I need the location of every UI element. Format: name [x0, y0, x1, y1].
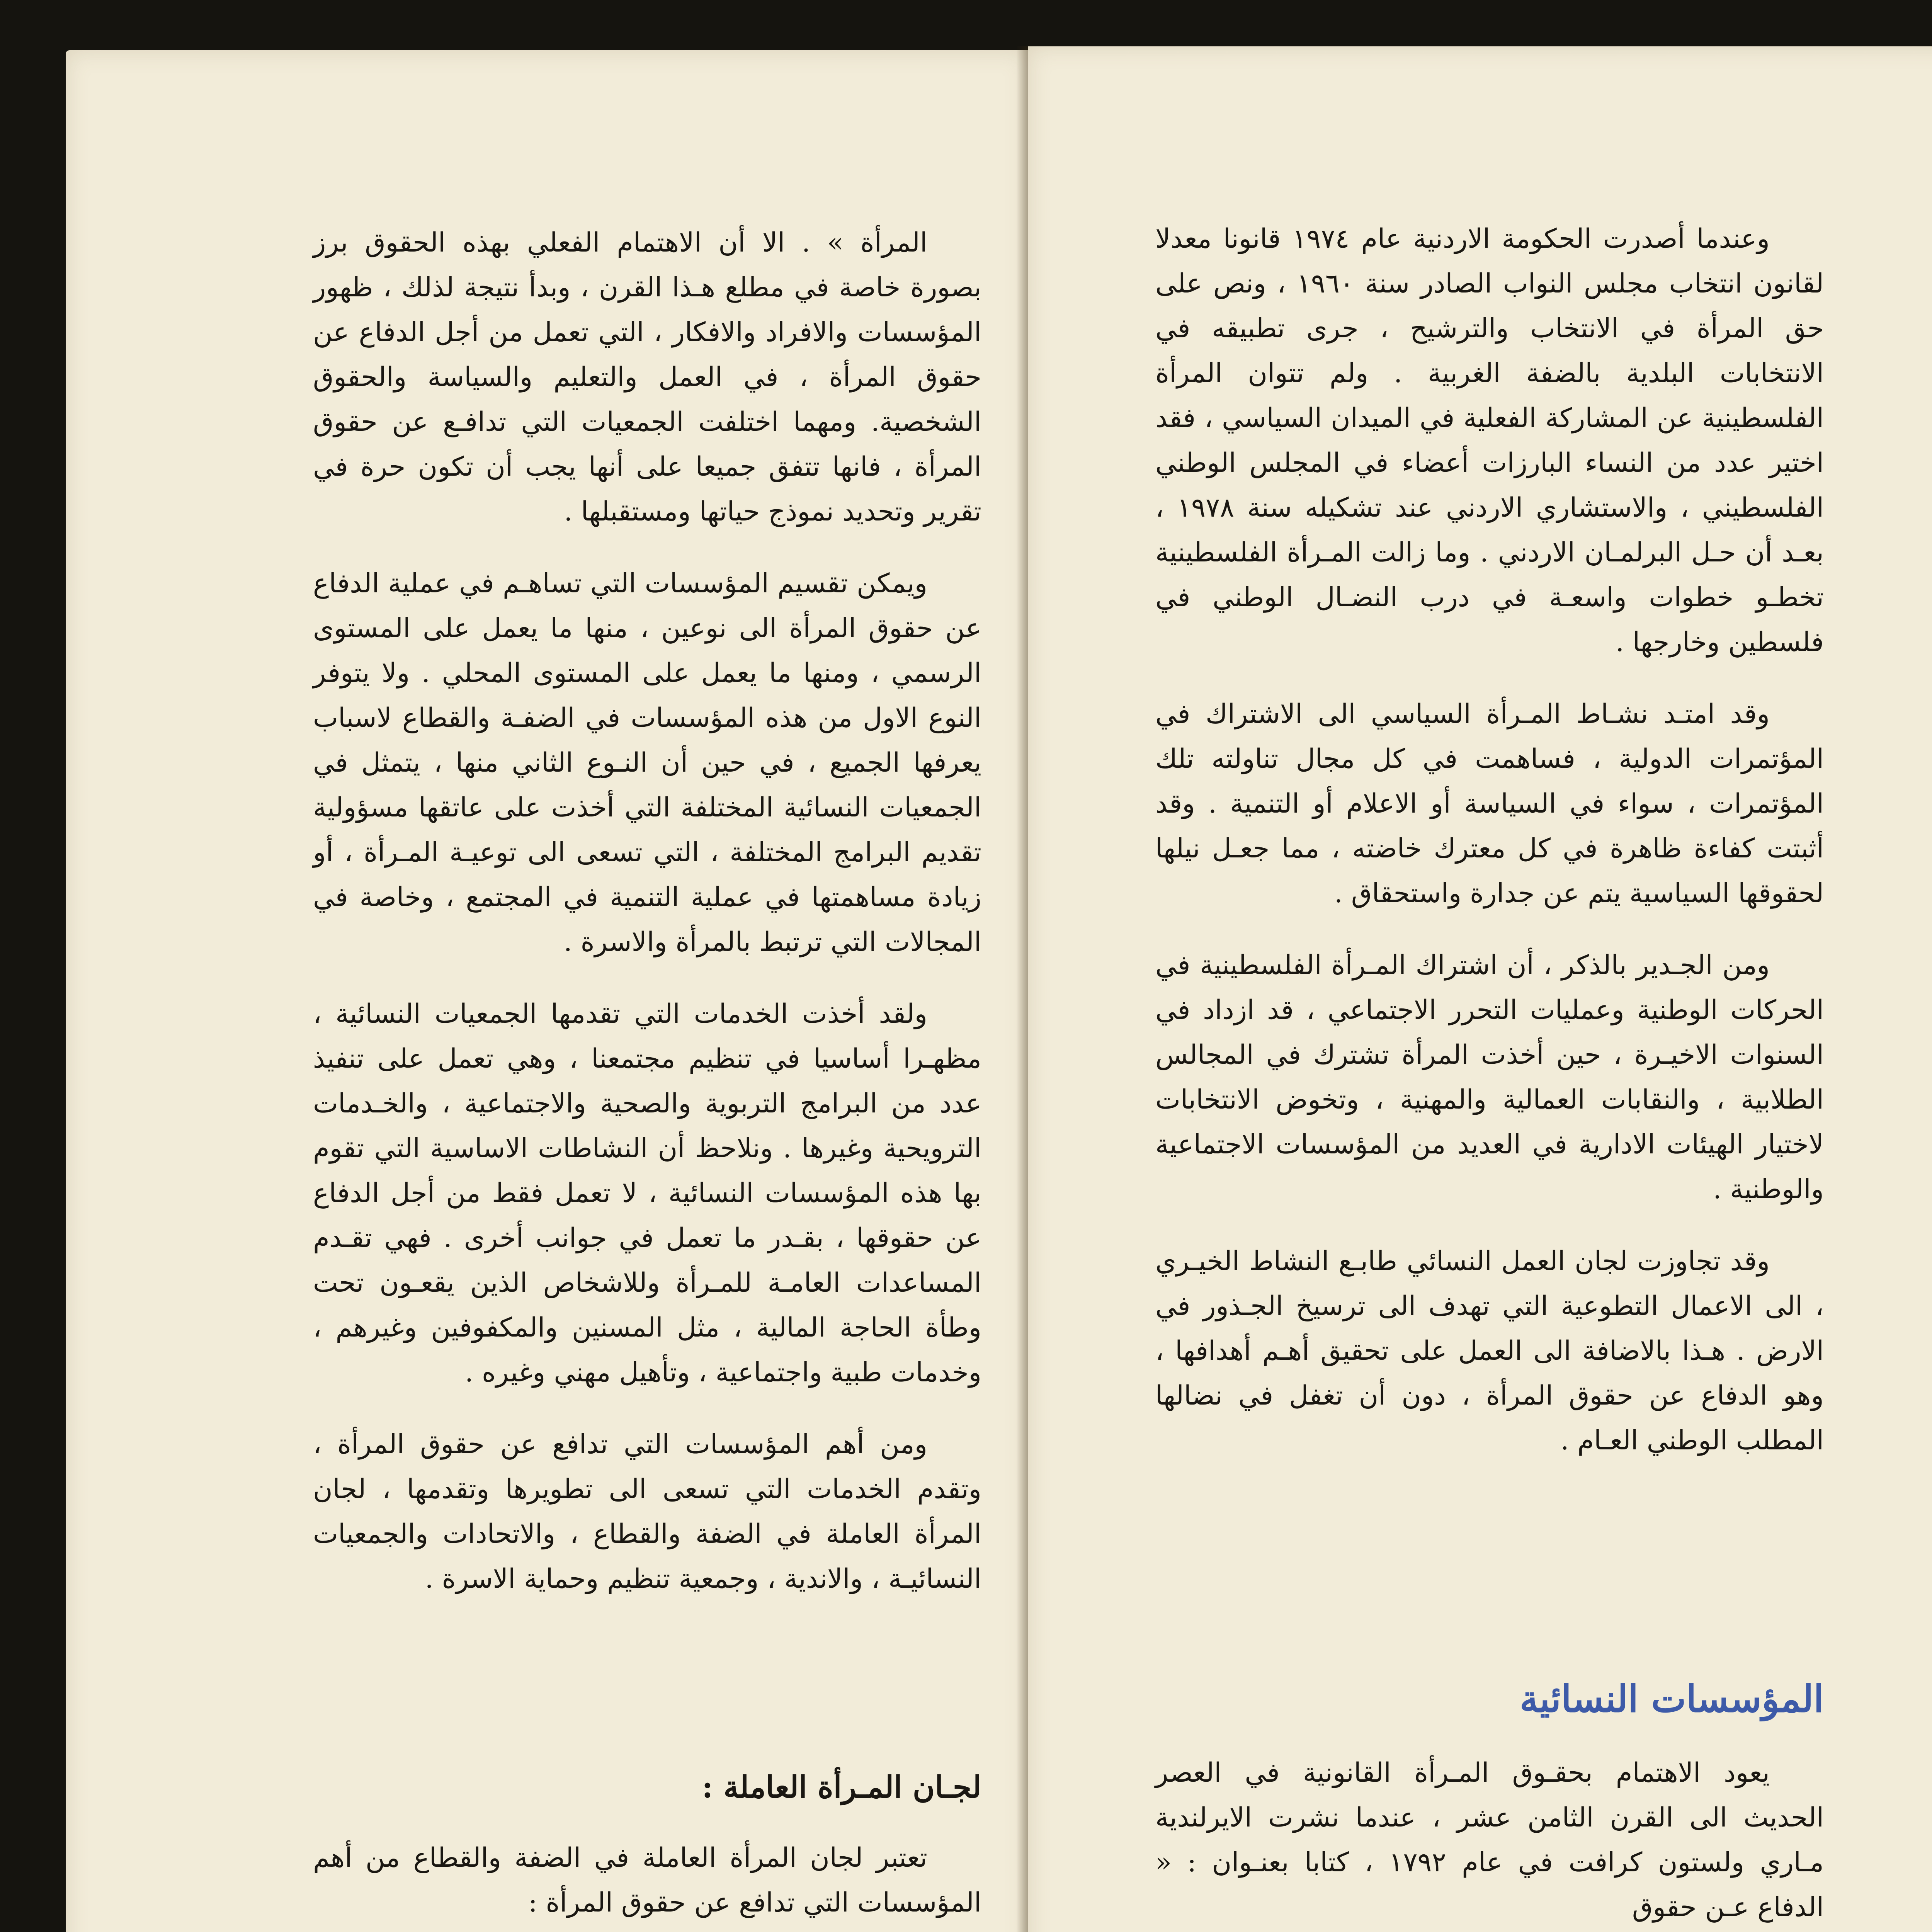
left-paragraph-2: ويمكن تقسيم المؤسسات التي تساهـم في عملية الدفاع عن حقوق المرأة الى نوعين ، منها ما يعمل على المستوى الرسمي ، ومنها ما يعمل على المستوى المحلي . ولا يتوفر النوع الاول من هذه المؤسسات في الضفـة والقطاع لاسباب يعرفها الجميع ، في حين أن النـوع الثاني منها ، يتمثل في الجمعيات النسائية المختلفة التي أخذت على عاتقها مسؤولية تقديم البرامج المختلفة ، التي تسعى الى توعيـة المـرأة ، أو زيادة مساهمتها في عملية التنمية في المجتمع ، وخاصة في المجالات التي ترتبط بالمرأة والاسرة .	[313, 568, 981, 957]
right-paragraph-1: وعندما أصدرت الحكومة الاردنية عام ١٩٧٤ قانونا معدلا لقانون انتخاب مجلس النواب الصادر سنة ١٩٦٠ ، ونص على حق المرأة في الانتخاب والترشيح ، جرى تطبيقه في الانتخابات البلدية بالضفة الغربية . ولم تتوان المرأة الفلسطينية عن المشاركة الفعلية في الميدان السياسي ، فقد اختير عدد من النساء البارزات أعضاء في المجلس الوطني الفلسطيني ، والاستشاري الاردني عند تشكيله سنة ١٩٧٨ ، بعـد أن حـل البرلمـان الاردني . وما زالت المـرأة الفلسطينية تخطـو خطوات واسعـة في درب النضـال الوطني في فلسطين وخارجها .	[1155, 223, 1824, 658]
left-paragraph-3: ولقد أخذت الخدمات التي تقدمها الجمعيات النسائية ، مظهـرا أساسيا في تنظيم مجتمعنا ، وهي تعمل على تنفيذ عدد من البرامج التربوية والصحية والاجتماعية ، والخـدمات الترويحية وغيرها . ونلاحظ أن النشاطات الاساسية التي تقوم بها هذه المؤسسات النسائية ، لا تعمل فقط من أجل الدفاع عن حقوقها ، بقـدر ما تعمل في جوانب أخرى . فهي تقـدم المساعدات العامـة للمـرأة وللاشخاص الذين يقعـون تحت وطأة الحاجة المالية ، مثل المسنين والمكفوفين وغيرهم ، وخدمات طبية واجتماعية ، وتأهيل مهني وغيره .	[313, 998, 981, 1388]
right-paragraph-3: ومن الجـدير بالذكر ، أن اشتراك المـرأة الفلسطينية في الحركات الوطنية وعمليات التحرر الاجتماعي ، قد ازداد في السنوات الاخيـرة ، حين أخذت المرأة تشترك في المجالس الطلابية ، والنقابات العمالية والمهنية ، وتخوض الانتخابات لاختيار الهيئات الادارية في العديد من المؤسسات الاجتماعية والوطنية .	[1155, 950, 1824, 1205]
left-paragraph-4: ومن أهم المؤسسات التي تدافع عن حقوق المرأة ، وتقدم الخدمات التي تسعى الى تطويرها وتقدمها ، لجان المرأة العاملة في الضفة والقطاع ، والاتحادات والجمعيات النسائيـة ، والاندية ، وجمعية تنظيم وحماية الاسرة .	[313, 1429, 981, 1594]
right-closing-paragraph: يعود الاهتمام بحقـوق المـرأة القانونية في العصر الحديث الى القرن الثامن عشر ، عندما نشرت الايرلندية مـاري ولستون كرافت في عام ١٧٩٢ ، كتابا بعنـوان : « الدفاع عـن حقوق	[1155, 1757, 1824, 1923]
left-body-text	[313, 220, 981, 1601]
right-page	[1028, 46, 1932, 1932]
right-paragraph-2: وقد امتـد نشـاط المـرأة السياسي الى الاشتراك في المؤتمرات الدولية ، فساهمت في كل مجال تناولته تلك المؤتمرات ، سواء في السياسة أو الاعلام أو التنمية . وقد أثبتت كفاءة ظاهرة في كل معترك خاضته ، مما جعـل نيلها لحقوقها السياسية يتم عن جدارة واستحقاق .	[1155, 699, 1824, 909]
right-paragraph-4: وقد تجاوزت لجان العمل النسائي طابـع النشاط الخيـري ، الى الاعمال التطوعية التي تهدف الى ترسيخ الجـذور في الارض . هـذا بالاضافة الى العمل على تحقيق أهـم أهدافها ، وهو الدفاع عن حقوق المرأة ، دون أن تغفل في نضالها المطلب الوطني العـام .	[1155, 1246, 1824, 1456]
left-closing-text	[313, 1835, 981, 1925]
right-body-text	[1155, 216, 1824, 1463]
right-closing-text	[1155, 1750, 1824, 1930]
right-section-heading: المؤسسات النسائية	[1519, 1677, 1824, 1721]
left-page	[66, 50, 1028, 1932]
left-section-heading: لجـان المـرأة العاملة :	[702, 1770, 981, 1805]
left-closing-paragraph: تعتبر لجان المرأة العاملة في الضفة والقطاع من أهم المؤسسات التي تدافع عن حقوق المرأة :	[313, 1842, 981, 1918]
left-paragraph-1: المرأة » . الا أن الاهتمام الفعلي بهذه الحقوق برز بصورة خاصة في مطلع هـذا القرن ، وبدأ نتيجة لذلك ، ظهور المؤسسات والافراد والافكار ، التي تعمل من أجل الدفاع عن حقوق المرأة ، في العمل والتعليم والسياسة والحقوق الشخصية. ومهما اختلفت الجمعيات التي تدافـع عن حقوق المرأة ، فانها تتفق جميعا على أنها يجب أن تكون حرة في تقرير وتحديد نموذج حياتها ومستقبلها .	[313, 227, 982, 527]
